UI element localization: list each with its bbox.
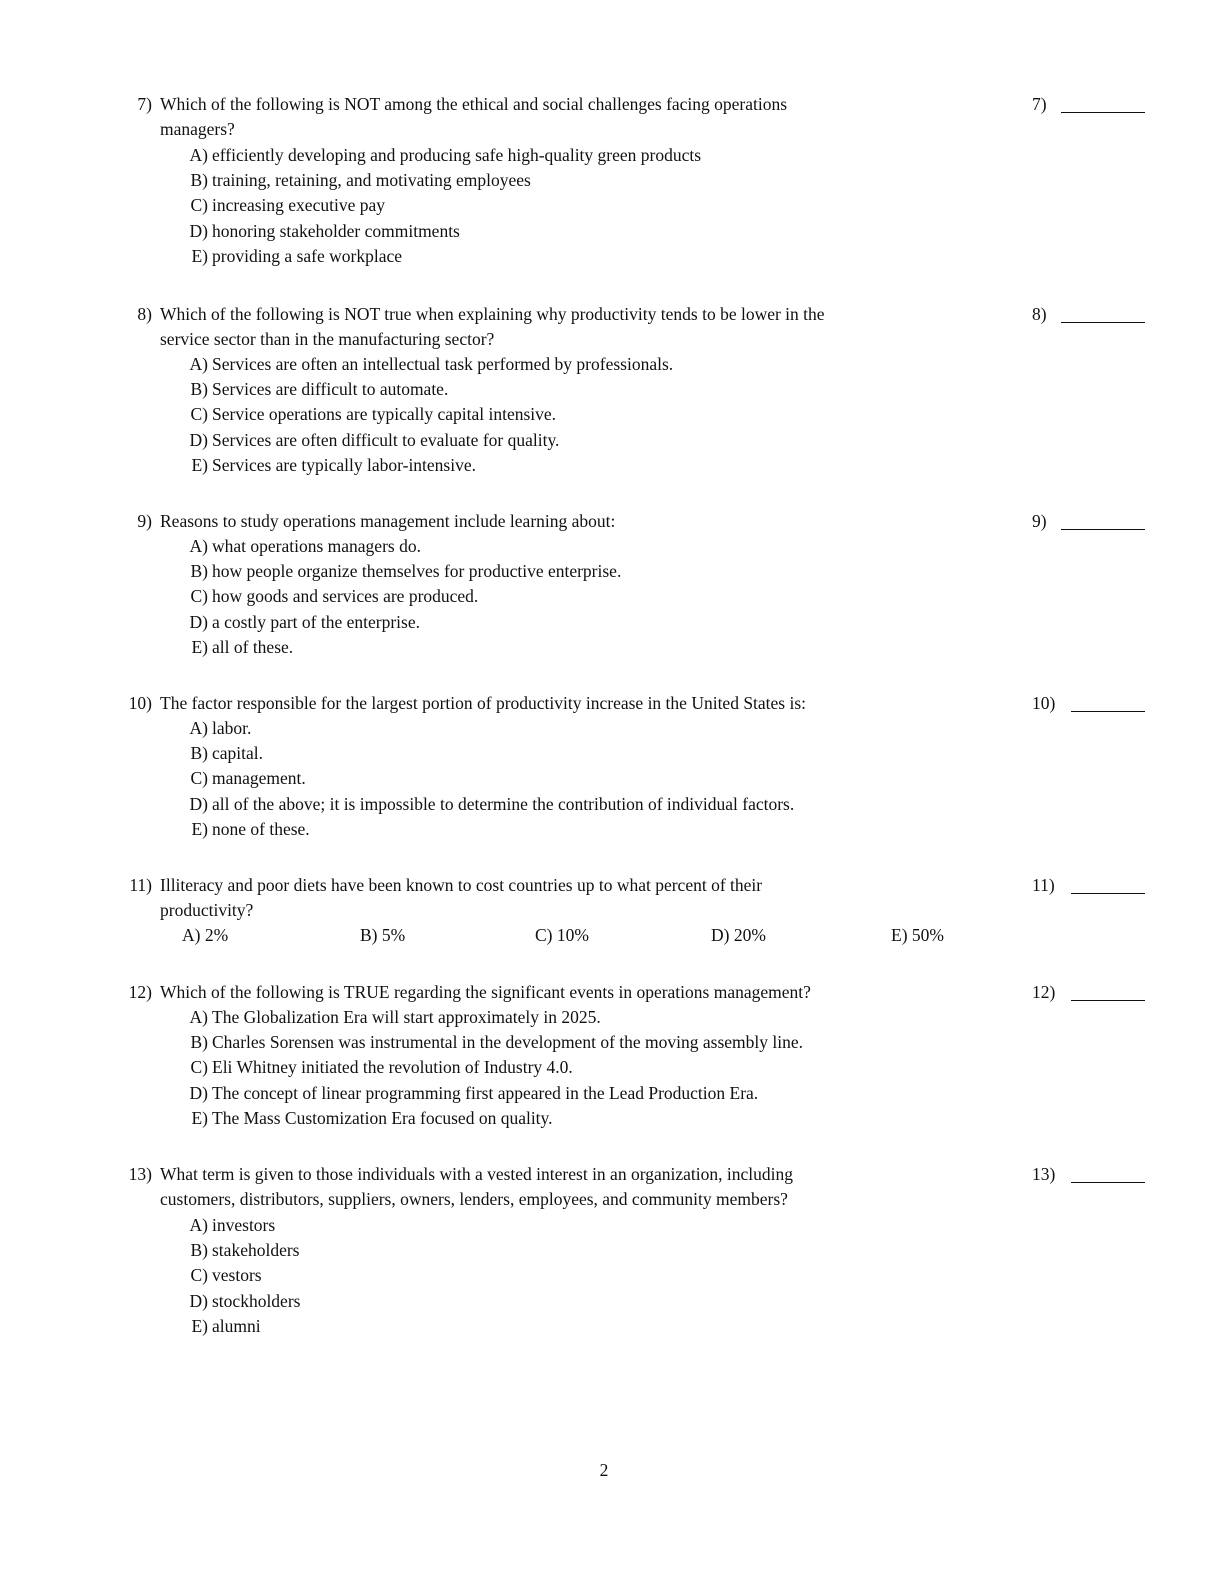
option-letter: B) xyxy=(190,170,208,191)
option-e xyxy=(180,1106,803,1131)
stem-line: managers? xyxy=(160,119,235,139)
option-a xyxy=(180,143,701,168)
answer-blank[interactable] xyxy=(1071,893,1145,894)
stem-line: Illiteracy and poor diets have been known to cost countries up to what percent of their xyxy=(160,875,763,895)
option-e xyxy=(180,1314,300,1339)
option-letter: A) xyxy=(189,354,208,374)
option-b xyxy=(180,1238,300,1263)
option-text: Services are often difficult to evaluate for quality. xyxy=(212,429,560,450)
option-e: E) 50% xyxy=(891,925,944,945)
option-letter: A) xyxy=(189,536,208,556)
option-text: alumni xyxy=(212,1315,261,1336)
answer-blank[interactable] xyxy=(1071,711,1145,712)
question-number: 12) xyxy=(128,982,152,1002)
stem-line: Which of the following is NOT among the ethical and social challenges facing operations xyxy=(160,94,788,114)
option-text: honoring stakeholder commitments xyxy=(212,220,460,241)
option-c: C) 10% xyxy=(535,925,589,945)
question-stem xyxy=(160,691,1020,716)
answer-label: 8) xyxy=(1032,304,1047,324)
answer-label: 10) xyxy=(1032,693,1056,713)
option-text: Services are typically labor-intensive. xyxy=(212,454,476,475)
option-letter: C) xyxy=(190,586,208,607)
option-letter: B) xyxy=(190,1032,208,1053)
option-letter: E) xyxy=(191,245,208,266)
option-a: A) 2% xyxy=(182,925,229,945)
option-c xyxy=(180,766,794,791)
option-text: The concept of linear programming first appeared in the Lead Production Era. xyxy=(212,1082,759,1103)
option-c xyxy=(180,193,701,218)
option-b xyxy=(180,559,621,584)
option-a xyxy=(180,534,621,559)
option-text: labor. xyxy=(212,718,252,738)
question-stem xyxy=(160,92,1020,142)
option-text: training, retaining, and motivating employees xyxy=(212,170,531,191)
options-list xyxy=(180,1213,300,1339)
option-text: capital. xyxy=(212,743,264,764)
options-list xyxy=(180,143,701,269)
option-b xyxy=(180,1030,803,1055)
option-text: all of the above; it is impossible to determine the contribution of individual factors. xyxy=(212,793,795,814)
option-text: efficiently developing and producing safe high-quality green products xyxy=(212,145,702,165)
options-list xyxy=(180,534,621,660)
option-letter: C) xyxy=(190,195,208,216)
option-d: D) 20% xyxy=(711,925,766,945)
option-d xyxy=(180,1289,300,1314)
option-b xyxy=(180,168,701,193)
option-d xyxy=(180,428,673,453)
option-letter: D) xyxy=(189,220,208,241)
options-row xyxy=(180,923,960,948)
option-letter: E) xyxy=(191,636,208,657)
stem-line: What term is given to those individuals with a vested interest in an organization, including xyxy=(160,1164,793,1184)
option-text: a costly part of the enterprise. xyxy=(212,611,420,632)
option-letter: E) xyxy=(191,1107,208,1128)
option-letter: A) xyxy=(189,145,208,165)
option-a xyxy=(180,352,673,377)
option-text: The Mass Customization Era focused on quality. xyxy=(212,1107,553,1128)
option-letter: E) xyxy=(191,818,208,839)
option-text: increasing executive pay xyxy=(212,195,385,216)
stem-line: The factor responsible for the largest portion of productivity increase in the United States is: xyxy=(160,693,807,713)
option-c xyxy=(180,1263,300,1288)
option-letter: A) xyxy=(189,718,208,738)
option-text: Charles Sorensen was instrumental in the development of the moving assembly line. xyxy=(212,1032,803,1053)
options-list xyxy=(180,352,673,478)
answer-blank[interactable] xyxy=(1061,112,1145,113)
option-letter: C) xyxy=(190,768,208,789)
option-letter: C) xyxy=(190,1057,208,1078)
question-stem xyxy=(160,1162,1020,1212)
question-number: 7) xyxy=(137,94,152,114)
option-d xyxy=(180,610,621,635)
option-text: vestors xyxy=(212,1265,262,1286)
answer-blank[interactable] xyxy=(1061,322,1145,323)
option-e xyxy=(180,635,621,660)
question-stem xyxy=(160,873,1020,923)
option-d xyxy=(180,219,701,244)
option-letter: D) xyxy=(189,1290,208,1311)
option-d xyxy=(180,792,794,817)
question-stem xyxy=(160,509,1020,534)
answer-blank[interactable] xyxy=(1061,529,1145,530)
option-text: investors xyxy=(212,1215,276,1235)
option-letter: B) xyxy=(190,561,208,582)
answer-blank[interactable] xyxy=(1071,1182,1145,1183)
option-letter: B) xyxy=(190,1240,208,1261)
option-letter: D) xyxy=(189,429,208,450)
option-b xyxy=(180,741,794,766)
option-text: stakeholders xyxy=(212,1240,300,1261)
option-a xyxy=(180,716,794,741)
question-number: 10) xyxy=(128,693,152,713)
option-a xyxy=(180,1005,803,1030)
question-stem xyxy=(160,980,1020,1005)
option-c xyxy=(180,1055,803,1080)
option-e xyxy=(180,453,673,478)
option-text: how goods and services are produced. xyxy=(212,586,479,607)
option-text: Service operations are typically capital intensive. xyxy=(212,404,557,425)
option-text: stockholders xyxy=(212,1290,301,1311)
option-b xyxy=(180,377,673,402)
option-letter: B) xyxy=(190,379,208,400)
question-number: 11) xyxy=(129,875,152,895)
option-text: Services are difficult to automate. xyxy=(212,379,449,400)
option-letter: A) xyxy=(189,1007,208,1027)
answer-blank[interactable] xyxy=(1071,1000,1145,1001)
option-letter: C) xyxy=(190,1265,208,1286)
answer-label: 11) xyxy=(1032,875,1055,895)
options-list xyxy=(180,716,794,842)
answer-label: 12) xyxy=(1032,982,1056,1002)
option-d xyxy=(180,1081,803,1106)
option-text: none of these. xyxy=(212,818,310,839)
answer-label: 7) xyxy=(1032,94,1047,114)
stem-line: Reasons to study operations management include learning about: xyxy=(160,511,616,531)
option-c xyxy=(180,402,673,427)
page-number: 2 xyxy=(599,1460,609,1480)
question-number: 13) xyxy=(128,1164,152,1184)
question-stem xyxy=(160,302,1020,352)
option-c xyxy=(180,584,621,609)
option-letter: E) xyxy=(191,1315,208,1336)
option-text: what operations managers do. xyxy=(212,536,421,556)
option-text: Eli Whitney initiated the revolution of Industry 4.0. xyxy=(212,1057,573,1078)
stem-line: customers, distributors, suppliers, owners, lenders, employees, and community members? xyxy=(160,1189,788,1209)
option-e xyxy=(180,244,701,269)
option-text: management. xyxy=(212,768,306,789)
options-list xyxy=(180,1005,803,1131)
stem-line: productivity? xyxy=(160,900,254,920)
option-letter: E) xyxy=(191,454,208,475)
option-text: all of these. xyxy=(212,636,294,657)
question-number: 9) xyxy=(137,511,152,531)
option-text: The Globalization Era will start approximately in 2025. xyxy=(212,1007,601,1027)
option-e xyxy=(180,817,794,842)
answer-label: 13) xyxy=(1032,1164,1056,1184)
stem-line: Which of the following is TRUE regarding the significant events in operations management? xyxy=(160,982,811,1002)
option-letter: D) xyxy=(189,1082,208,1103)
option-letter: B) xyxy=(190,743,208,764)
option-letter: A) xyxy=(189,1215,208,1235)
answer-label: 9) xyxy=(1032,511,1047,531)
option-a xyxy=(180,1213,300,1238)
option-letter: D) xyxy=(189,611,208,632)
option-letter: D) xyxy=(189,793,208,814)
question-number: 8) xyxy=(137,304,152,324)
option-text: providing a safe workplace xyxy=(212,245,402,266)
option-text: Services are often an intellectual task performed by professionals. xyxy=(212,354,674,374)
stem-line: Which of the following is NOT true when explaining why productivity tends to be lower in the xyxy=(160,304,825,324)
option-text: how people organize themselves for productive enterprise. xyxy=(212,561,622,582)
option-b: B) 5% xyxy=(360,925,406,945)
stem-line: service sector than in the manufacturing sector? xyxy=(160,329,495,349)
option-letter: C) xyxy=(190,404,208,425)
